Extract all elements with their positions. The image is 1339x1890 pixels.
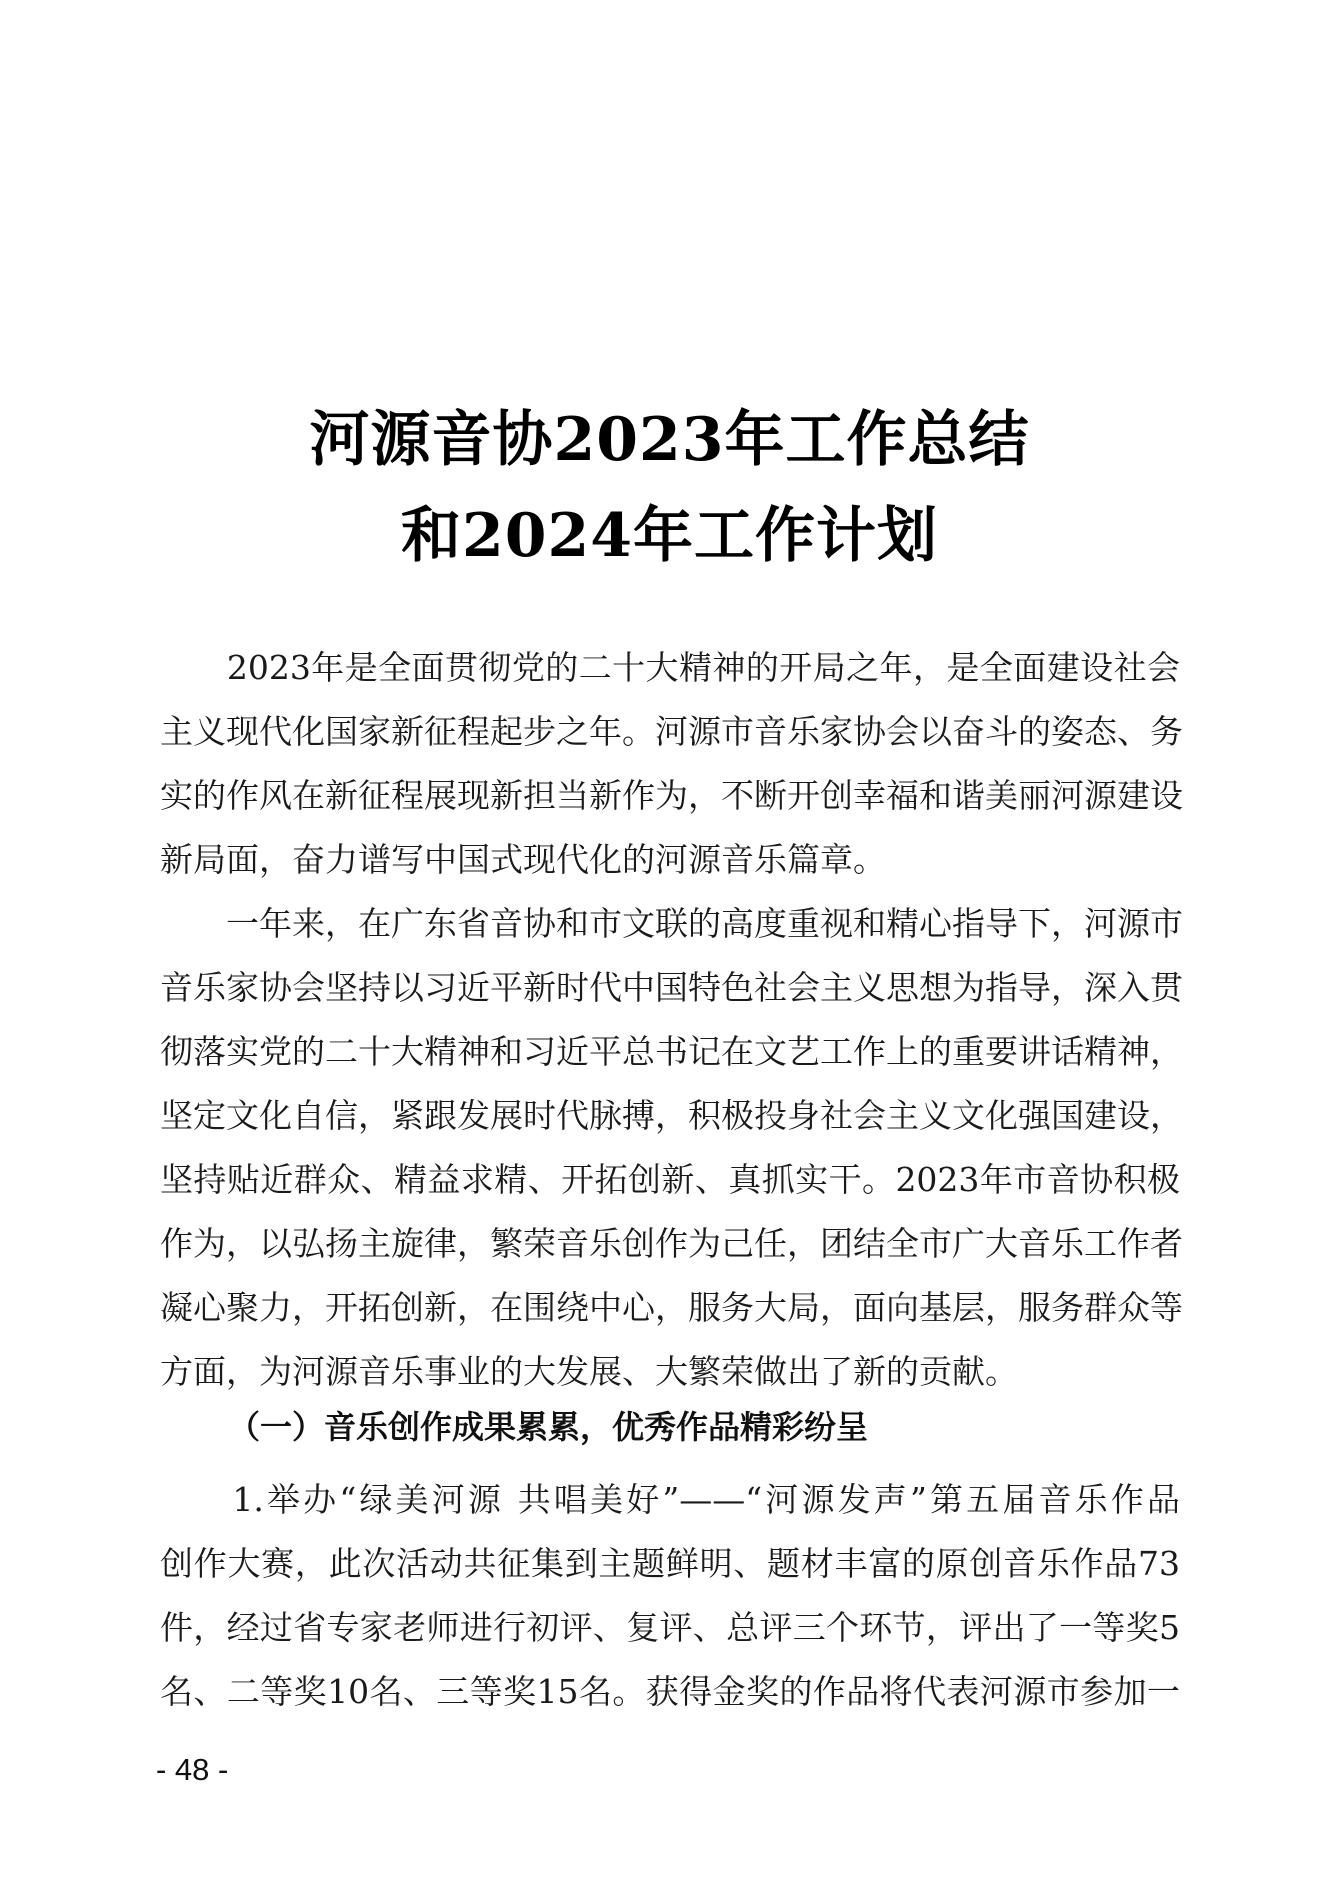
paragraph-line: 音乐家协会坚持以习近平新时代中国特色社会主义思想为指导，深入贯 xyxy=(160,968,1183,1007)
paragraph-line: 作为，以弘扬主旋律，繁荣音乐创作为己任，团结全市广大音乐工作者 xyxy=(160,1224,1183,1263)
paragraph-line: 2023年是全面贯彻党的二十大精神的开局之年，是全面建设社会 xyxy=(160,648,1180,687)
paragraph-line: 方面，为河源音乐事业的大发展、大繁荣做出了新的贡献。 xyxy=(160,1352,1018,1391)
paragraph-line: 一年来，在广东省音协和市文联的高度重视和精心指导下，河源市 xyxy=(160,904,1183,943)
paragraph-line: 彻落实党的二十大精神和习近平总书记在文艺工作上的重要讲话精神， xyxy=(160,1032,1183,1071)
document-title-line-2: 和2024年工作计划 xyxy=(401,501,938,571)
document-title-line-1: 河源音协2023年工作总结 xyxy=(309,405,1030,475)
paragraph-line: 名、二等奖10名、三等奖15名。获得金奖的作品将代表河源市参加一 xyxy=(160,1672,1180,1711)
paragraph-line: 坚定文化自信，紧跟发展时代脉搏，积极投身社会主义文化强国建设， xyxy=(160,1096,1183,1135)
paragraph-line: 创作大赛，此次活动共征集到主题鲜明、题材丰富的原创音乐作品73 xyxy=(160,1544,1180,1583)
paragraph-line: 实的作风在新征程展现新担当新作为，不断开创幸福和谐美丽河源建设 xyxy=(160,776,1183,815)
paragraph-line: 新局面，奋力谱写中国式现代化的河源音乐篇章。 xyxy=(160,840,886,879)
paragraph-3 xyxy=(160,1468,1180,1724)
paragraph-line: 1.举办“绿美河源 共唱美好”——“河源发声”第五届音乐作品 xyxy=(160,1480,1180,1519)
paragraph-line: 主义现代化国家新征程起步之年。河源市音乐家协会以奋斗的姿态、务 xyxy=(160,712,1183,751)
paragraph-line: 件，经过省专家老师进行初评、复评、总评三个环节，评出了一等奖5 xyxy=(160,1608,1180,1647)
paragraph-1 xyxy=(160,636,1183,892)
page-number: - 48 - xyxy=(156,1752,229,1787)
paragraph-line: 凝心聚力，开拓创新，在围绕中心，服务大局，面向基层，服务群众等 xyxy=(160,1288,1183,1327)
section-heading: （一）音乐创作成果累累，优秀作品精彩纷呈 xyxy=(228,1408,869,1446)
paragraph-2 xyxy=(160,892,1183,1404)
paragraph-line: 坚持贴近群众、精益求精、开拓创新、真抓实干。2023年市音协积极 xyxy=(160,1160,1180,1199)
